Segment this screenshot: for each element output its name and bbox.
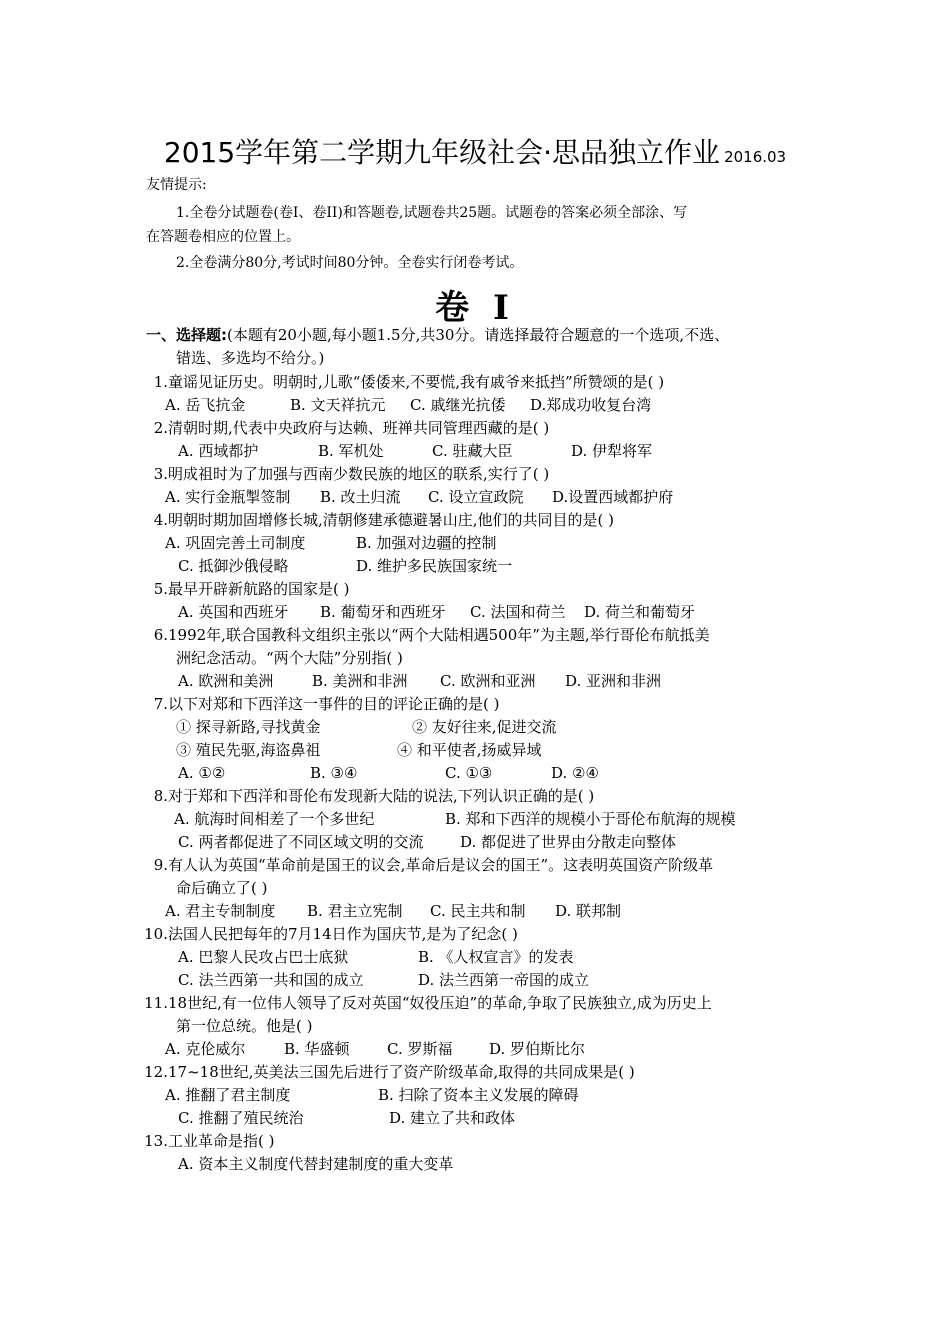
option-row: [0, 831, 950, 854]
question-stem: 工业革命是指( ): [168, 1132, 275, 1150]
option-row: [0, 969, 950, 992]
answer-option: C. 戚继光抗倭: [410, 396, 506, 414]
option-row: [0, 532, 950, 555]
question-number: 13.: [144, 1132, 168, 1150]
answer-option: A. 克伦威尔: [165, 1040, 246, 1058]
question-stem: 第一位总统。他是( ): [176, 1017, 313, 1035]
question-number: 12.: [144, 1063, 168, 1081]
answer-option: D. ②④: [551, 764, 599, 782]
question-number: 6.: [153, 626, 168, 644]
answer-option: A. 巩固完善土司制度: [165, 534, 306, 552]
question-number: 2.: [153, 419, 168, 437]
option-row: [0, 716, 950, 739]
question-stem: 明朝时期加固增修长城,清朝修建承德避暑山庄,他们的共同目的是( ): [168, 511, 615, 529]
option-row: [0, 762, 950, 785]
question-stem: 明成祖时为了加强与西南少数民族的地区的联系,实行了( ): [168, 465, 550, 483]
option-row: [0, 670, 950, 693]
answer-option: B. 美洲和非洲: [312, 672, 408, 690]
answer-option: D.设置西域都护府: [552, 488, 674, 506]
notice-line-1b: 在答题卷相应的位置上。: [146, 229, 300, 245]
answer-option: D. 伊犁将军: [571, 442, 653, 460]
question-stem: 以下对郑和下西洋这一事件的目的评论正确的是( ): [168, 695, 500, 713]
question-stem: 最早开辟新航路的国家是( ): [168, 580, 350, 598]
question-number: 8.: [153, 787, 168, 805]
answer-option: ① 探寻新路,寻找黄金: [176, 718, 321, 736]
answer-option: C. 抵御沙俄侵略: [178, 557, 289, 575]
option-row: [0, 739, 950, 762]
answer-option: C. 推翻了殖民统治: [178, 1109, 304, 1127]
answer-option: C. 法兰西第一共和国的成立: [178, 971, 364, 989]
answer-option: A. 岳飞抗金: [165, 396, 246, 414]
notice-line-2: 2.全卷满分80分,考试时间80分钟。全卷实行闭卷考试。: [176, 255, 524, 271]
answer-option: C. 两者都促进了不同区域文明的交流: [178, 833, 424, 851]
answer-option: D. 维护多民族国家统一: [356, 557, 513, 575]
question-stem: 法国人民把每年的7月14日作为国庆节,是为了纪念( ): [168, 925, 518, 943]
answer-option: A. 推翻了君主制度: [165, 1086, 291, 1104]
answer-option: ③ 殖民先驱,海盗鼻祖: [176, 741, 321, 759]
title-date: 2016.03: [724, 148, 787, 166]
answer-option: B. 加强对边疆的控制: [356, 534, 497, 552]
answer-option: D. 法兰西第一帝国的成立: [418, 971, 590, 989]
question-number: 3.: [153, 465, 168, 483]
answer-option: B. 改土归流: [320, 488, 401, 506]
answer-option: ④ 和平使者,扬威异域: [397, 741, 542, 759]
question-number: 7.: [153, 695, 168, 713]
answer-option: B. 君主立宪制: [307, 902, 403, 920]
question-stem: 命后确立了( ): [176, 879, 268, 897]
answer-option: D. 亚洲和非洲: [565, 672, 662, 690]
answer-option: C. 欧洲和亚洲: [440, 672, 536, 690]
option-row: [0, 946, 950, 969]
answer-option: C. 罗斯福: [387, 1040, 453, 1058]
question-number: 4.: [153, 511, 168, 529]
question-number: 11.: [144, 994, 168, 1012]
answer-option: B. 郑和下西洋的规模小于哥伦布航海的规模: [445, 810, 736, 828]
answer-option: A. 实行金瓶掣签制: [165, 488, 291, 506]
answer-option: B. ③④: [310, 764, 358, 782]
answer-option: A. 航海时间相差了一个多世纪: [174, 810, 375, 828]
answer-option: B. 军机处: [318, 442, 384, 460]
answer-option: B. 《人权宣言》的发表: [418, 948, 574, 966]
notice-heading: 友情提示:: [146, 177, 207, 193]
section-heading: 一、选择题:: [146, 326, 227, 344]
answer-option: D. 都促进了世界由分散走向整体: [460, 833, 677, 851]
answer-option: A. 英国和西班牙: [178, 603, 289, 621]
question-stem: 有人认为英国“革命前是国王的议会,革命后是议会的国王”。这表明英国资产阶级革: [168, 856, 714, 874]
section-desc-2: 错选、多选均不给分。): [176, 349, 325, 367]
answer-option: D. 建立了共和政体: [389, 1109, 516, 1127]
option-row: [0, 440, 950, 463]
answer-option: D. 荷兰和葡萄牙: [584, 603, 696, 621]
question-stem: 17~18世纪,英美法三国先后进行了资产阶级革命,取得的共同成果是( ): [168, 1063, 635, 1081]
answer-option: D.郑成功收复台湾: [530, 396, 652, 414]
question-number: 10.: [144, 925, 168, 943]
answer-option: B. 葡萄牙和西班牙: [320, 603, 446, 621]
option-row: [0, 900, 950, 923]
title-text: 2015学年第二学期九年级社会·思品独立作业: [163, 136, 721, 169]
answer-option: A. 巴黎人民攻占巴士底狱: [178, 948, 349, 966]
question-stem: 童谣见证历史。明朝时,儿歌“倭倭来,不要慌,我有戚爷来抵挡”所赞颂的是( ): [168, 373, 665, 391]
answer-option: A. 资本主义制度代替封建制度的重大变革: [178, 1155, 454, 1173]
section-intro: [146, 324, 816, 370]
question-stem: 对于郑和下西洋和哥伦布发现新大陆的说法,下列认识正确的是( ): [168, 787, 595, 805]
page-title: [0, 136, 950, 174]
question-number: 1.: [153, 373, 168, 391]
option-row: [0, 486, 950, 509]
answer-option: D. 罗伯斯比尔: [489, 1040, 586, 1058]
question-stem: 清朝时期,代表中央政府与达赖、班禅共同管理西藏的是( ): [168, 419, 550, 437]
answer-option: C. ①③: [445, 764, 493, 782]
answer-option: C. 驻藏大臣: [432, 442, 513, 460]
answer-option: A. ①②: [178, 764, 226, 782]
option-row: [0, 1107, 950, 1130]
answer-option: B. 扫除了资本主义发展的障碍: [378, 1086, 579, 1104]
section-desc-1: (本题有20小题,每小题1.5分,共30分。请选择最符合题意的一个选项,不选、: [227, 326, 730, 344]
question-number: 5.: [153, 580, 168, 598]
answer-option: C. 法国和荷兰: [470, 603, 566, 621]
answer-option: D. 联邦制: [555, 902, 622, 920]
answer-option: ② 友好往来,促进交流: [412, 718, 557, 736]
answer-option: A. 西域都护: [178, 442, 259, 460]
question-stem: 洲纪念活动。“两个大陆”分别指( ): [176, 649, 403, 667]
option-row: [0, 394, 950, 417]
option-row: [0, 808, 950, 831]
answer-option: C. 民主共和制: [430, 902, 526, 920]
answer-option: A. 欧洲和美洲: [178, 672, 274, 690]
volume-heading: 卷 I: [435, 288, 515, 328]
question-stem: 1992年,联合国教科文组织主张以“两个大陆相遇500年”为主题,举行哥伦布航抵美: [168, 626, 710, 644]
option-row: [0, 555, 950, 578]
question-stem: 18世纪,有一位伟人领导了反对英国“奴役压迫”的革命,争取了民族独立,成为历史上: [168, 994, 712, 1012]
option-row: [0, 601, 950, 624]
option-row: [0, 1084, 950, 1107]
answer-option: A. 君主专制制度: [165, 902, 276, 920]
option-row: [0, 1153, 950, 1176]
answer-option: B. 华盛顿: [284, 1040, 350, 1058]
notice-line-1a: 1.全卷分试题卷(卷I、卷II)和答题卷,试题卷共25题。试题卷的答案必须全部涂、写: [176, 205, 688, 221]
answer-option: B. 文天祥抗元: [290, 396, 386, 414]
option-row: [0, 1038, 950, 1061]
answer-option: C. 设立宣政院: [428, 488, 524, 506]
question-number: 9.: [153, 856, 168, 874]
